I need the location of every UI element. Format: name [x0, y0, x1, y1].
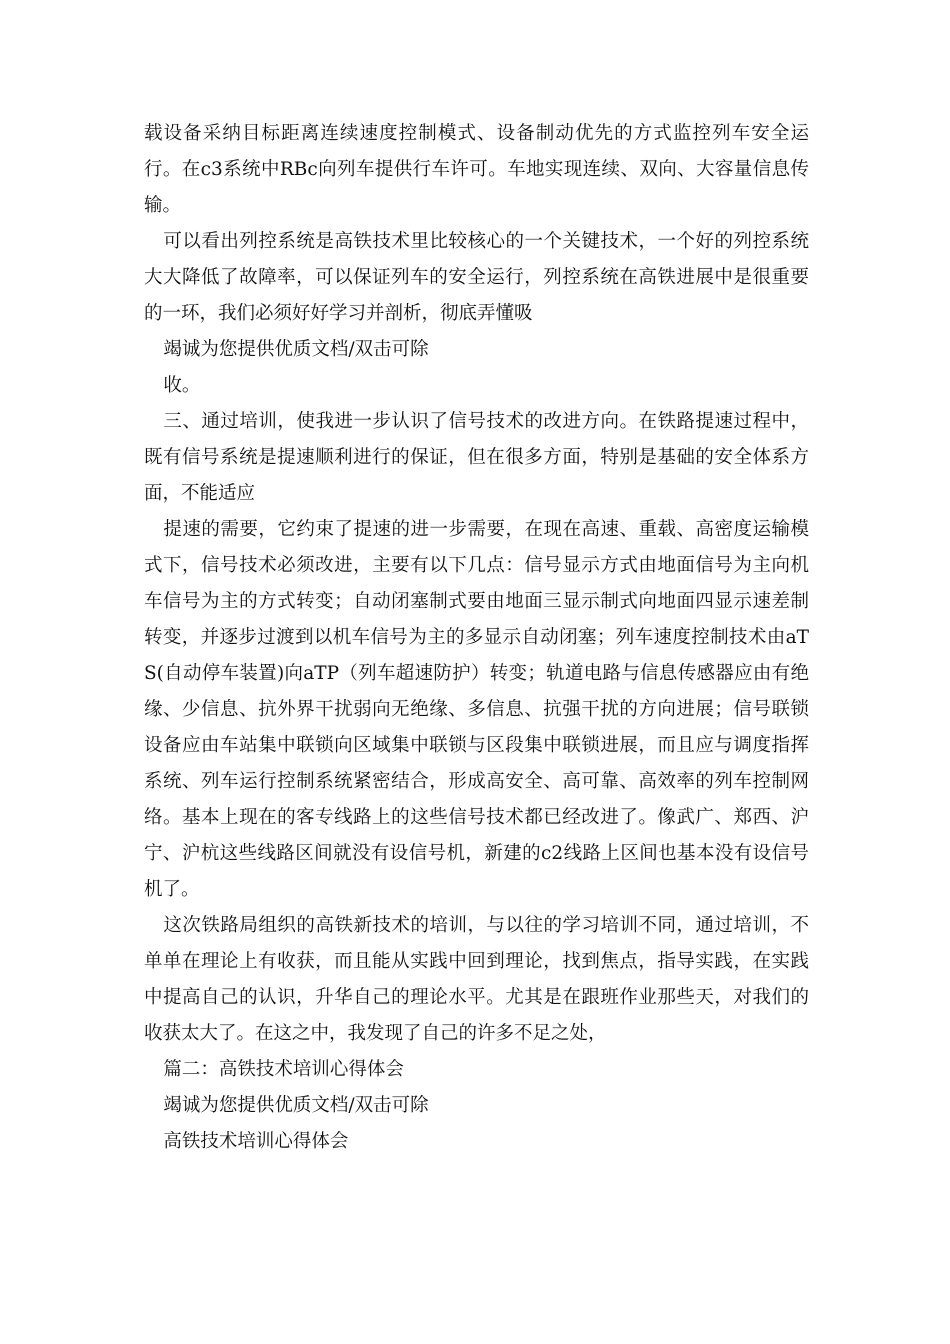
paragraph-train-control: 可以看出列控系统是高铁技术里比较核心的一个关键技术，一个好的列控系统大大降低了故障率，可以保证列车的安全运行，列控系统在高铁进展中是很重要的一环，我们必须好好学习并剖析，彻底弄懂吸	[144, 231, 809, 324]
paragraph-training-summary: 这次铁路局组织的高铁新技术的培训，与以往的学习培训不同，通过培训，不单单在理论上有收获，而且能从实践中回到理论，找到焦点，指导实践，在实践中提高自己的认识，升华自己的理论水平。尤其是在跟班作业那些天，对我们的收获太大了。在这之中，我发现了自己的许多不足之处，	[144, 915, 809, 1044]
watermark-line: 竭诚为您提供优质文档/双击可除	[163, 339, 429, 360]
document-title: 高铁技术培训心得体会	[163, 1131, 349, 1152]
paragraph-signal-improvements: 提速的需要，它约束了提速的进一步需要，在现在高速、重载、高密度运输模式下，信号技术必须改进，主要有以下几点：信号显示方式由地面信号为主向机车信号为主的方式转变；自动闭塞制式要由地面三显示制式向地面四显示速差制转变，并逐步过渡到以机车信号为主的多显示自动闭塞；列车速度控制技术由aTS(自动停车装置)向aTP（列车超速防护）转变；轨道电路与信息传感器应由有绝缘、少信息、抗外界干扰弱向无绝缘、多信息、抗强干扰的方向进展；信号联锁设备应由车站集中联锁向区域集中联锁与区段集中联锁进展，而且应与调度指挥系统、列车运行控制系统紧密结合，形成高安全、高可靠、高效率的列车控制网络。基本上现在的客专线路上的这些信号技术都已经改进了。像武广、郑西、沪宁、沪杭这些线路区间就没有设信号机，新建的c2线路上区间也基本没有设信号机了。	[144, 519, 809, 900]
paragraph-continuation: 载设备采纳目标距离连续速度控制模式、设备制动优先的方式监控列车安全运行。在c3系统中RBc向列车提供行车许可。车地实现连续、双向、大容量信息传输。	[144, 123, 809, 216]
document-body	[144, 116, 809, 1160]
section-heading: 篇二：高铁技术培训心得体会	[163, 1059, 404, 1080]
paragraph-fragment: 收。	[163, 375, 201, 396]
paragraph-section-three: 三、通过培训，使我进一步认识了信号技术的改进方向。在铁路提速过程中，既有信号系统是提速顺利进行的保证，但在很多方面，特别是基础的安全体系方面，不能适应	[144, 411, 809, 504]
watermark-line: 竭诚为您提供优质文档/双击可除	[163, 1095, 429, 1116]
